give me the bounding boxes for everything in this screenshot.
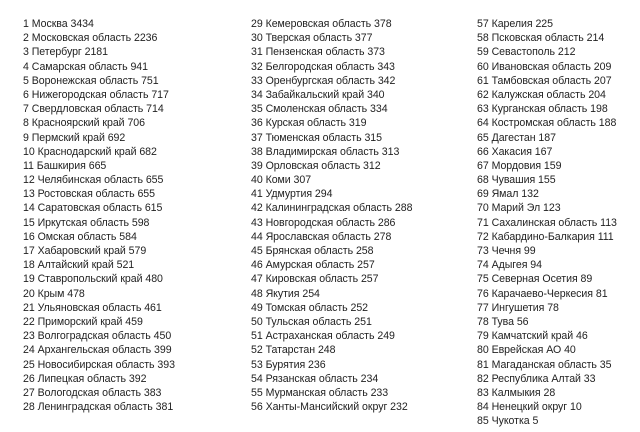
list-item: 1 Москва 3434 (23, 18, 94, 30)
list-item: 32 Белгородская область 343 (251, 60, 395, 73)
list-item: 27 Вологодская область 383 (23, 386, 162, 399)
list-item: 21 Ульяновская область 461 (23, 301, 162, 314)
list-column-1 (23, 17, 248, 414)
list-item: 53 Бурятия 236 (251, 358, 326, 371)
list-item: 15 Иркутская область 598 (23, 216, 150, 229)
list-item: 24 Архангельская область 399 (23, 344, 172, 357)
list-item: 77 Ингушетия 78 (477, 301, 559, 314)
list-column-3 (477, 17, 637, 428)
list-item: 50 Тульская область 251 (251, 315, 372, 328)
list-item: 71 Сахалинская область 113 (477, 216, 617, 229)
list-item: 65 Дагестан 187 (477, 131, 556, 144)
list-item: 54 Рязанская область 234 (251, 372, 379, 385)
list-item: 78 Тува 56 (477, 315, 529, 328)
list-item: 4 Самарская область 941 (23, 60, 148, 73)
list-item: 10 Краснодарский край 682 (23, 145, 157, 158)
list-item: 19 Ставропольский край 480 (23, 273, 163, 286)
list-item: 28 Ленинградская область 381 (23, 401, 174, 414)
list-item: 84 Ненецкий округ 10 (477, 401, 582, 414)
list-item: 49 Томская область 252 (251, 301, 369, 314)
list-item: 23 Волгоградская область 450 (23, 330, 172, 343)
list-item: 56 Ханты-Мансийский округ 232 (251, 401, 408, 414)
list-item: 52 Татарстан 248 (251, 344, 336, 357)
list-item: 30 Тверская область 377 (251, 32, 373, 45)
list-item: 44 Ярославская область 278 (251, 230, 392, 243)
list-item: 69 Ямал 132 (477, 188, 539, 201)
list-item: 76 Карачаево-Черкесия 81 (477, 287, 608, 300)
list-item: 41 Удмуртия 294 (251, 188, 333, 201)
list-column-2 (251, 17, 476, 414)
list-item: 59 Севастополь 212 (477, 46, 576, 59)
list-item: 67 Мордовия 159 (477, 159, 562, 172)
list-item: 25 Новосибирская область 393 (23, 358, 175, 371)
list-item: 39 Орловская область 312 (251, 159, 381, 172)
list-item: 63 Курганская область 198 (477, 103, 608, 116)
list-item: 3 Петербург 2181 (23, 46, 108, 59)
list-item: 33 Оренбургская область 342 (251, 74, 396, 87)
list-item: 12 Челябинская область 655 (23, 174, 164, 187)
list-item: 6 Нижегородская область 717 (23, 88, 169, 101)
list-item: 16 Омская область 584 (23, 230, 137, 243)
list-item: 68 Чувашия 155 (477, 174, 556, 187)
list-item: 20 Крым 478 (23, 287, 85, 300)
list-item: 58 Псковская область 214 (477, 32, 605, 45)
list-item: 36 Курская область 319 (251, 117, 367, 130)
list-item: 35 Смоленская область 334 (251, 103, 388, 116)
list-item: 85 Чукотка 5 (477, 415, 539, 428)
list-item: 72 Кабардино-Балкария 111 (477, 230, 614, 243)
list-item: 7 Свердловская область 714 (23, 103, 164, 116)
list-item: 26 Липецкая область 392 (23, 372, 147, 385)
list-item: 60 Ивановская область 209 (477, 60, 612, 73)
list-item: 82 Республика Алтай 33 (477, 372, 596, 385)
list-item: 62 Калужская область 204 (477, 88, 606, 101)
list-item: 74 Адыгея 94 (477, 259, 542, 272)
list-item: 70 Марий Эл 123 (477, 202, 561, 215)
list-item: 5 Воронежская область 751 (23, 74, 159, 87)
list-item: 73 Чечня 99 (477, 245, 536, 257)
list-item: 13 Ростовская область 655 (23, 188, 155, 201)
list-item: 55 Мурманская область 233 (251, 386, 389, 399)
list-item: 8 Красноярский край 706 (23, 117, 145, 130)
list-item: 37 Тюменская область 315 (251, 131, 382, 144)
list-item: 29 Кемеровская область 378 (251, 18, 392, 30)
list-item: 34 Забайкальский край 340 (251, 88, 385, 101)
list-item: 40 Коми 307 (251, 174, 312, 187)
list-item: 22 Приморский край 459 (23, 315, 143, 328)
list-item: 80 Еврейская АО 40 (477, 344, 576, 357)
list-item: 38 Владимирская область 313 (251, 145, 400, 158)
list-item: 51 Астраханская область 249 (251, 330, 395, 343)
list-item: 79 Камчатский край 46 (477, 330, 588, 343)
list-item: 66 Хакасия 167 (477, 145, 553, 158)
list-item: 2 Московская область 2236 (23, 32, 158, 45)
list-item: 14 Саратовская область 615 (23, 202, 163, 215)
list-item: 46 Амурская область 257 (251, 259, 375, 272)
list-item: 83 Калмыкия 28 (477, 386, 556, 399)
list-item: 64 Костромская область 188 (477, 117, 617, 130)
list-item: 57 Карелия 225 (477, 18, 553, 30)
list-item: 61 Тамбовская область 207 (477, 74, 612, 87)
list-item: 17 Хабаровский край 579 (23, 245, 147, 257)
list-item: 48 Якутия 254 (251, 287, 320, 300)
list-item: 75 Северная Осетия 89 (477, 273, 593, 286)
list-item: 9 Пермский край 692 (23, 131, 126, 144)
list-item: 42 Калининградская область 288 (251, 202, 413, 215)
list-item: 47 Кировская область 257 (251, 273, 379, 286)
list-item: 31 Пензенская область 373 (251, 46, 385, 59)
list-item: 18 Алтайский край 521 (23, 259, 135, 272)
list-item: 11 Башкирия 665 (23, 159, 107, 172)
list-item: 43 Новгородская область 286 (251, 216, 396, 229)
list-item: 45 Брянская область 258 (251, 245, 374, 257)
list-item: 81 Магаданская область 35 (477, 358, 612, 371)
